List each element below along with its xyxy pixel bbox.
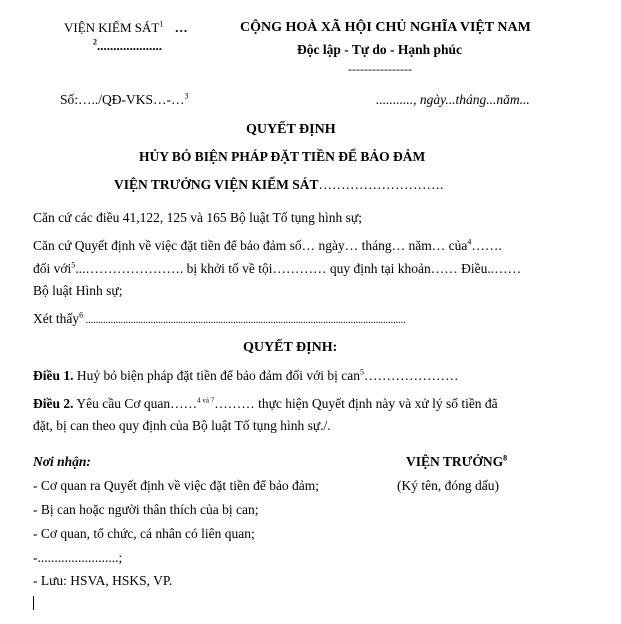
sub-agency-dots: .................... bbox=[97, 38, 162, 53]
agency-dots: … bbox=[174, 20, 188, 35]
legal-basis-2-dots: ……. bbox=[471, 238, 502, 253]
legal-basis-1: Căn cứ các điều 41,122, 125 và 165 Bộ luật Tố tụng hình sự; bbox=[33, 210, 362, 225]
legal-basis-2-line2-text: ...…………………. bị khởi tố về tội………… quy định tại khoản…… Điều..…… bbox=[75, 261, 522, 276]
footnote-6: 6 bbox=[79, 310, 84, 320]
national-motto: Độc lập - Tự do - Hạnh phúc bbox=[297, 42, 463, 57]
legal-basis-2-line2 bbox=[33, 261, 521, 277]
place-date: ..........., ngày...tháng...năm... bbox=[376, 92, 530, 107]
footnote-4: 4 bbox=[467, 237, 472, 247]
recipient-item: - Cơ quan ra Quyết định về việc đặt tiền để bảo đảm; bbox=[33, 478, 320, 493]
recipient-item: - Bị can hoặc người thân thích của bị can; bbox=[33, 502, 259, 517]
signature-title bbox=[406, 454, 507, 470]
article-1 bbox=[33, 368, 458, 384]
signature-title-text: VIỆN TRƯỞNG bbox=[406, 454, 504, 469]
legal-basis-2 bbox=[33, 238, 502, 254]
footnote-8: 8 bbox=[503, 453, 508, 463]
legal-basis-2-line3: Bộ luật Hình sự; bbox=[33, 283, 123, 298]
footnote-5: 5 bbox=[71, 260, 76, 270]
article-1-label: Điều 1. bbox=[33, 368, 74, 383]
text-cursor bbox=[33, 596, 34, 610]
article-2 bbox=[33, 396, 498, 412]
authority-dots: ………………………. bbox=[318, 177, 444, 192]
legal-basis-2-line2-label: đối với bbox=[33, 261, 72, 276]
recipient-item: -........................; bbox=[33, 550, 123, 565]
finding bbox=[33, 311, 406, 327]
document-number bbox=[60, 92, 189, 108]
finding-dots: ................................................................................................................................ bbox=[83, 315, 406, 326]
recipient-item: - Cơ quan, tổ chức, cá nhân có liên quan; bbox=[33, 526, 255, 541]
sub-agency bbox=[93, 38, 162, 54]
signature-note: (Ký tên, đóng dấu) bbox=[397, 478, 499, 493]
authority-name: VIỆN TRƯỞNG VIỆN KIỂM SÁT bbox=[114, 177, 319, 192]
legal-basis-2-text: Căn cứ Quyết định về việc đặt tiền để bảo đảm số… ngày… tháng… năm… của bbox=[33, 238, 468, 253]
finding-label: Xét thấy bbox=[33, 311, 80, 326]
motto-rule: ---------------- bbox=[348, 62, 412, 76]
recipient-item: - Lưu: HSVA, HSKS, VP. bbox=[33, 573, 173, 588]
decision-heading: QUYẾT ĐỊNH: bbox=[243, 340, 338, 355]
nation-name: CỘNG HOÀ XÃ HỘI CHỦ NGHĨA VIỆT NAM bbox=[240, 20, 531, 35]
footnote-5b: 5 bbox=[359, 367, 364, 377]
issuing-agency bbox=[64, 20, 188, 36]
footnote-4-7: 4 và 7 bbox=[197, 396, 215, 405]
document-subject: HỦY BỎ BIỆN PHÁP ĐẶT TIỀN ĐỂ BẢO ĐẢM bbox=[139, 149, 426, 164]
agency-name: VIỆN KIỂM SÁT bbox=[64, 20, 160, 35]
recipients-heading: Nơi nhận: bbox=[33, 454, 91, 469]
footnote-1: 1 bbox=[159, 19, 164, 29]
article-1-text: Huỷ bỏ biện pháp đặt tiền để bảo đảm đối với bị can bbox=[73, 368, 360, 383]
article-2-text-cont: ……… thực hiện Quyết định này và xử lý số tiền đã bbox=[214, 396, 498, 411]
footnote-3: 3 bbox=[184, 91, 189, 101]
article-1-dots: ………………… bbox=[363, 368, 459, 383]
article-2-label: Điều 2. bbox=[33, 396, 74, 411]
issuing-authority bbox=[114, 177, 443, 193]
article-2-line2: đặt, bị can theo quy định của Bộ luật Tố tụng hình sự./. bbox=[33, 418, 331, 433]
document-number-text: Số:…../QĐ-VKS…-… bbox=[60, 92, 185, 107]
document-title: QUYẾT ĐỊNH bbox=[246, 122, 336, 137]
footnote-2: 2 bbox=[93, 37, 97, 47]
article-2-text: Yêu cầu Cơ quan…… bbox=[73, 396, 198, 411]
